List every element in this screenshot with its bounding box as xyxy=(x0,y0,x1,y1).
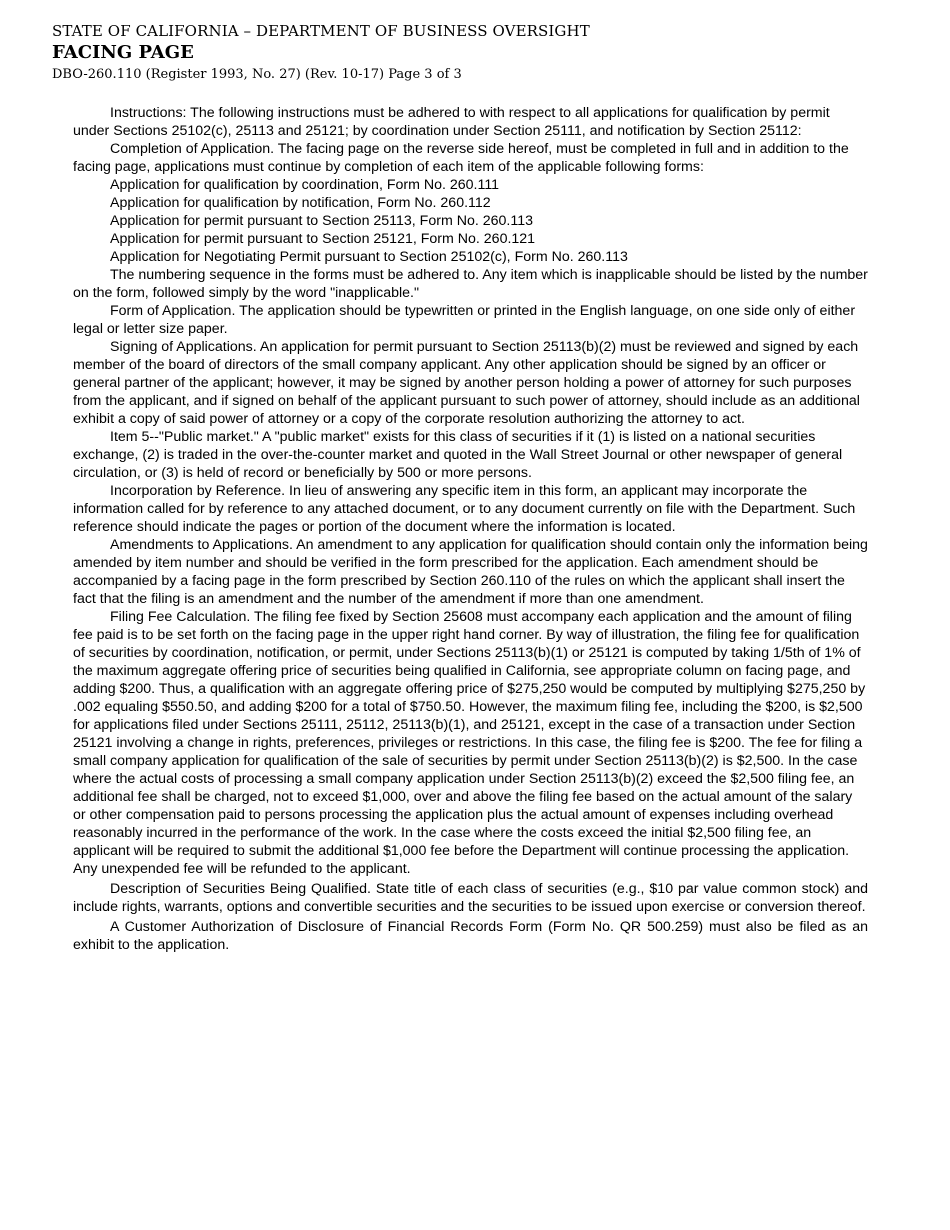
instructions-body xyxy=(73,104,868,954)
filing-fee-paragraph: Filing Fee Calculation. The filing fee fixed by Section 25608 must accompany each application and the amount of filing fee paid is to be set forth on the facing page in the upper right hand corner. By way of illustration, the filing fee for qualification of securities by coordination, notification, or permit, under Sections 25113(b)(1) or 25121 is computed by taking 1/5th of 1% of the maximum aggregate offering price of securities being qualified in California, see appropriate column on facing page, and adding $200. Thus, a qualification with an aggregate offering price of $275,250 would be computed by multiplying $275,250 by .002 equaling $550.50, and adding $200 for a total of $750.50. However, the maximum filing fee, including the $200, is $2,500 for applications filed under Sections 25111, 25112, 25113(b)(1), and 25121, except in the case of a transaction under Section 25121 involving a change in rights, preferences, privileges or restrictions. In this case, the filing fee is $200. The fee for filing a small company application for qualification of the sale of securities by permit under Section 25113(b)(2) is $2,500. In the case where the actual costs of processing a small company application under Section 25113(b)(2) exceed the $2,500 filing fee, an additional fee shall be charged, not to exceed $1,000, over and above the filing fee based on the actual amount of the salary or other compensation paid to persons processing the application plus the actual amount of expenses including overhead reasonably incurred in the performance of the work. In the case where the costs exceed the initial $2,500 filing fee, an applicant will be required to submit the additional $1,000 fee before the Department will continue processing the application. Any unexpended fee will be refunded to the applicant. xyxy=(73,609,866,877)
public-market-paragraph: Item 5--"Public market." A "public market" exists for this class of securities if it (1) is listed on a national securities exchange, (2) is traded in the over-the-counter market and quoted in the Wall Street Journal or other newspaper of general circulation, or (3) is held of record or beneficially by 500 or more persons. xyxy=(73,429,843,481)
numbering-paragraph: The numbering sequence in the forms must be adhered to. Any item which is inapplicable should be listed by the number on the form, followed simply by the word "inapplicable." xyxy=(73,267,868,301)
page-title: FACING PAGE xyxy=(52,42,194,63)
amendments-paragraph: Amendments to Applications. An amendment to any application for qualification should contain only the information being amended by item number and should be verified in the form prescribed for the application. Each amendment should be accompanied by a facing page in the form prescribed by Section 260.110 of the rules on which the applicant shall insert the fact that the filing is an amendment and the number of the amendment if more than one amendment. xyxy=(73,537,868,607)
form-number: DBO-260.110 (Register 1993, No. 27) (Rev. 10-17) Page 3 of 3 xyxy=(52,67,462,82)
form-list-item: Application for qualification by coordination, Form No. 260.111 xyxy=(110,177,500,193)
form-of-application-paragraph: Form of Application. The application should be typewritten or printed in the English language, on one side only of either legal or letter size paper. xyxy=(73,303,856,337)
form-list-item: Application for qualification by notification, Form No. 260.112 xyxy=(110,195,491,211)
form-list-item: Application for permit pursuant to Section 25121, Form No. 260.121 xyxy=(110,231,536,247)
form-list-item: Application for permit pursuant to Section 25113, Form No. 260.113 xyxy=(110,213,533,229)
incorporation-paragraph: Incorporation by Reference. In lieu of answering any specific item in this form, an applicant may incorporate the information called for by reference to any attached document, or to any document currently on file with the Department. Such reference should indicate the pages or portion of the document where the information is located. xyxy=(73,483,856,535)
customer-authorization-paragraph: A Customer Authorization of Disclosure of Financial Records Form (Form No. QR 500.259) must also be filed as an exhibit to the application. xyxy=(73,919,868,953)
description-paragraph: Description of Securities Being Qualified. State title of each class of securities (e.g., $10 par value common stock) and include rights, warrants, options and convertible securities and the securities to be issued upon exercise or conversion thereof. xyxy=(73,881,868,915)
agency-name: STATE OF CALIFORNIA – DEPARTMENT OF BUSINESS OVERSIGHT xyxy=(52,22,590,40)
completion-paragraph: Completion of Application. The facing page on the reverse side hereof, must be completed in full and in addition to the facing page, applications must continue by completion of each item of the applicable following forms: xyxy=(73,141,849,175)
instructions-paragraph: Instructions: The following instructions must be adhered to with respect to all applications for qualification by permit under Sections 25102(c), 25113 and 25121; by coordination under Section 25111, and notification by Section 25112: xyxy=(73,105,830,139)
signing-paragraph: Signing of Applications. An application for permit pursuant to Section 25113(b)(2) must be reviewed and signed by each member of the board of directors of the small company applicant. Any other application should be signed by an officer or general partner of the applicant; however, it may be signed by another person holding a power of attorney for such purposes from the applicant, and if signed on behalf of the applicant pursuant to such power of attorney, should include as an additional exhibit a copy of said power of attorney or a copy of the corporate resolution authorizing the attorney to act. xyxy=(73,339,860,427)
form-list-item: Application for Negotiating Permit pursuant to Section 25102(c), Form No. 260.113 xyxy=(110,249,628,265)
page-header xyxy=(52,21,590,84)
